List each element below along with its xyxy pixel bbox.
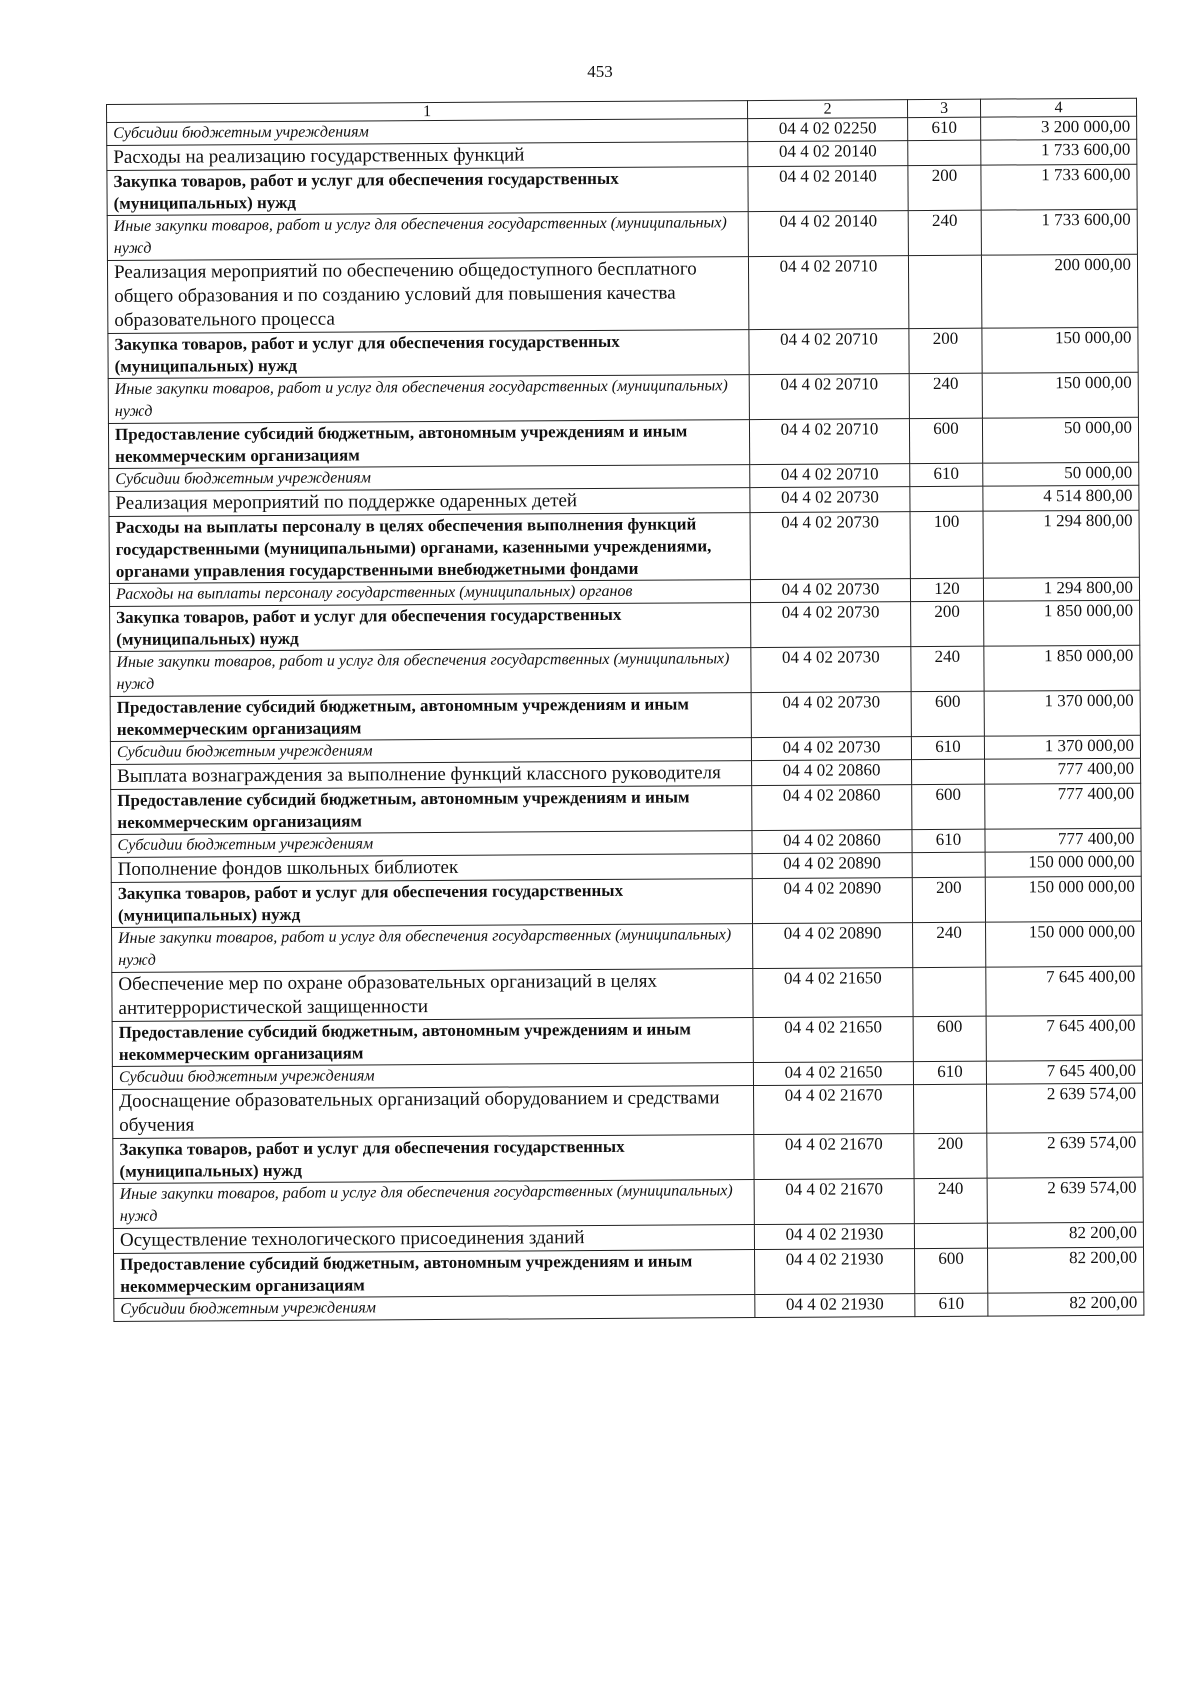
row-code-cell: 04 4 02 20710	[748, 256, 908, 330]
row-code-cell: 04 4 02 21930	[755, 1249, 915, 1295]
row-amount-cell: 150 000 000,00	[985, 876, 1141, 922]
row-type-cell: 240	[908, 210, 981, 255]
row-name-cell: Предоставление субсидий бюджетным, автономным учреждениям и иным некоммерческим организациям	[112, 1018, 753, 1067]
row-amount-cell: 150 000 000,00	[986, 921, 1142, 967]
row-amount-cell: 1 294 800,00	[983, 577, 1139, 601]
row-type-cell: 200	[914, 1133, 987, 1178]
row-code-cell: 04 4 02 21670	[754, 1134, 914, 1180]
row-code-cell: 04 4 02 20860	[752, 830, 912, 854]
row-code-cell: 04 4 02 20730	[750, 487, 910, 513]
row-type-cell: 600	[912, 784, 985, 829]
row-amount-cell: 1 733 600,00	[981, 164, 1137, 210]
row-amount-cell: 7 645 400,00	[986, 966, 1142, 1016]
row-code-cell: 04 4 02 20710	[750, 464, 910, 488]
table-row	[111, 783, 1141, 834]
row-amount-cell: 1 370 000,00	[984, 690, 1140, 736]
row-name-cell: Субсидии бюджетным учреждениям	[111, 831, 752, 858]
row-amount-cell: 150 000 000,00	[985, 851, 1141, 877]
row-amount-cell: 50 000,00	[983, 462, 1139, 486]
table-row	[109, 510, 1139, 583]
row-name-cell: Субсидии бюджетным учреждениям	[112, 1063, 753, 1090]
row-amount-cell: 777 400,00	[985, 758, 1141, 784]
table-row	[110, 645, 1140, 696]
row-code-cell: 04 4 02 20140	[748, 166, 908, 212]
row-code-cell: 04 4 02 20710	[749, 329, 909, 375]
row-code-cell: 04 4 02 20730	[751, 737, 911, 761]
row-type-cell: 100	[910, 511, 983, 578]
row-code-cell: 04 4 02 21650	[753, 1017, 913, 1063]
row-type-cell: 610	[908, 117, 981, 140]
table-row	[114, 1247, 1144, 1298]
row-code-cell: 04 4 02 02250	[748, 118, 908, 142]
table-row	[107, 164, 1137, 215]
row-code-cell: 04 4 02 21930	[754, 1224, 914, 1250]
row-amount-cell: 1 733 600,00	[981, 139, 1137, 165]
row-type-cell	[914, 1084, 987, 1133]
table-row	[112, 1015, 1142, 1066]
table-row	[107, 254, 1137, 333]
row-amount-cell: 50 000,00	[982, 417, 1138, 463]
row-amount-cell: 3 200 000,00	[981, 116, 1137, 140]
page-number: 453	[587, 62, 613, 81]
row-code-cell: 04 4 02 20890	[753, 923, 913, 969]
row-type-cell: 600	[913, 1016, 986, 1061]
row-amount-cell: 82 200,00	[988, 1292, 1144, 1316]
row-name-cell: Расходы на реализацию государственных функций	[107, 142, 748, 171]
row-type-cell	[912, 759, 985, 784]
row-amount-cell: 1 294 800,00	[983, 510, 1139, 578]
row-name-cell: Закупка товаров, работ и услуг для обеспечения государственных (муниципальных) нужд	[107, 167, 748, 216]
row-type-cell: 200	[908, 165, 981, 210]
row-type-cell: 600	[915, 1248, 988, 1293]
row-name-cell: Расходы на выплаты персоналу в целях обеспечения выполнения функций государственными (муниципальными) органами, казенными учреждениями, органами управления государственными внебюджетными фондами	[109, 513, 750, 584]
row-name-cell: Закупка товаров, работ и услуг для обеспечения государственных (муниципальных) нужд	[111, 879, 752, 928]
row-name-cell: Закупка товаров, работ и услуг для обеспечения государственных (муниципальных) нужд	[108, 330, 749, 379]
row-name-cell: Реализация мероприятий по поддержке одаренных детей	[109, 488, 750, 517]
row-amount-cell: 82 200,00	[988, 1247, 1144, 1293]
row-name-cell: Субсидии бюджетным учреждениям	[109, 465, 750, 492]
table-row	[113, 1177, 1143, 1228]
row-amount-cell: 2 639 574,00	[987, 1132, 1143, 1178]
budget-table	[106, 98, 1144, 1322]
row-amount-cell: 2 639 574,00	[987, 1177, 1143, 1223]
row-code-cell: 04 4 02 20140	[748, 211, 908, 257]
row-amount-cell: 150 000,00	[982, 372, 1138, 418]
header-col-4: 4	[980, 98, 1136, 117]
table-row	[108, 417, 1138, 468]
row-amount-cell: 7 645 400,00	[986, 1060, 1142, 1084]
row-name-cell: Обеспечение мер по охране образовательных организаций в целях антитеррористической защищенности	[112, 969, 753, 1022]
row-amount-cell: 2 639 574,00	[987, 1083, 1143, 1133]
row-amount-cell: 1 850 000,00	[984, 600, 1140, 646]
row-type-cell: 610	[915, 1293, 988, 1316]
row-name-cell: Расходы на выплаты персоналу государственных (муниципальных) органов	[109, 580, 750, 607]
row-type-cell: 600	[911, 691, 984, 736]
row-name-cell: Иные закупки товаров, работ и услуг для обеспечения государственных (муниципальных) нужд	[107, 212, 748, 261]
row-name-cell: Субсидии бюджетным учреждениям	[107, 119, 748, 146]
row-amount-cell: 7 645 400,00	[986, 1015, 1142, 1061]
row-type-cell: 240	[911, 646, 984, 691]
row-amount-cell: 1 850 000,00	[984, 645, 1140, 691]
header-col-1: 1	[107, 101, 748, 123]
row-name-cell: Выплата вознаграждения за выполнение функций классного руководителя	[111, 761, 752, 790]
row-type-cell	[910, 486, 983, 511]
row-code-cell: 04 4 02 20730	[751, 692, 911, 738]
row-type-cell: 240	[913, 922, 986, 967]
row-code-cell: 04 4 02 20890	[752, 878, 912, 924]
row-name-cell: Пополнение фондов школьных библиотек	[111, 854, 752, 883]
row-type-cell: 200	[909, 328, 982, 373]
row-amount-cell: 200 000,00	[981, 254, 1137, 328]
row-name-cell: Иные закупки товаров, работ и услуг для обеспечения государственных (муниципальных) нужд	[113, 1180, 754, 1229]
row-code-cell: 04 4 02 21650	[753, 1062, 913, 1086]
header-col-3: 3	[907, 99, 980, 117]
row-name-cell: Осуществление технологического присоединения зданий	[113, 1225, 754, 1254]
row-type-cell: 200	[911, 601, 984, 646]
row-type-cell: 610	[912, 829, 985, 852]
row-code-cell: 04 4 02 20710	[749, 374, 909, 420]
row-code-cell: 04 4 02 20730	[751, 602, 911, 648]
row-amount-cell: 777 400,00	[985, 783, 1141, 829]
table-row	[113, 1132, 1143, 1183]
row-type-cell	[908, 140, 981, 165]
table-row	[111, 876, 1141, 927]
row-type-cell: 240	[909, 373, 982, 418]
row-name-cell: Субсидии бюджетным учреждениям	[110, 738, 751, 765]
row-name-cell: Дооснащение образовательных организаций оборудованием и средствами обучения	[113, 1086, 754, 1139]
header-col-2: 2	[747, 100, 907, 119]
row-name-cell: Предоставление субсидий бюджетным, автономным учреждениям и иным некоммерческим организациям	[108, 420, 749, 469]
row-type-cell	[912, 852, 985, 877]
row-code-cell: 04 4 02 20710	[749, 419, 909, 465]
row-type-cell: 120	[910, 578, 983, 601]
table-row	[112, 966, 1142, 1021]
row-code-cell: 04 4 02 20730	[750, 579, 910, 603]
row-name-cell: Предоставление субсидий бюджетным, автономным учреждениям и иным некоммерческим организациям	[111, 786, 752, 835]
row-type-cell	[914, 1223, 987, 1248]
row-code-cell: 04 4 02 21670	[754, 1179, 914, 1225]
row-name-cell: Предоставление субсидий бюджетным, автономным учреждениям и иным некоммерческим организациям	[110, 693, 751, 742]
table-row	[112, 921, 1142, 972]
row-amount-cell: 1 733 600,00	[981, 209, 1137, 255]
row-type-cell: 610	[911, 736, 984, 759]
row-type-cell	[908, 255, 981, 328]
row-amount-cell: 150 000,00	[982, 327, 1138, 373]
table-row	[110, 600, 1140, 651]
row-type-cell	[913, 967, 986, 1016]
row-type-cell: 240	[914, 1178, 987, 1223]
row-code-cell: 04 4 02 20140	[748, 141, 908, 167]
row-code-cell: 04 4 02 20860	[752, 760, 912, 786]
row-name-cell: Субсидии бюджетным учреждениям	[114, 1295, 755, 1322]
row-type-cell: 610	[910, 463, 983, 486]
row-name-cell: Иные закупки товаров, работ и услуг для обеспечения государственных (муниципальных) нужд	[110, 648, 751, 697]
row-name-cell: Реализация мероприятий по обеспечению общедоступного бесплатного общего образования и по созданию условий для повышения качества образовательного процесса	[107, 257, 748, 334]
table-row	[110, 690, 1140, 741]
row-name-cell: Закупка товаров, работ и услуг для обеспечения государственных (муниципальных) нужд	[110, 603, 751, 652]
table-row	[113, 1083, 1143, 1138]
row-amount-cell: 1 370 000,00	[984, 735, 1140, 759]
row-type-cell: 200	[912, 877, 985, 922]
table-row	[107, 209, 1137, 260]
row-code-cell: 04 4 02 20890	[752, 853, 912, 879]
row-type-cell: 610	[913, 1061, 986, 1084]
row-code-cell: 04 4 02 21650	[753, 968, 913, 1018]
table-row	[108, 327, 1138, 378]
row-code-cell: 04 4 02 20730	[751, 647, 911, 693]
row-code-cell: 04 4 02 20730	[750, 512, 910, 580]
row-amount-cell: 777 400,00	[985, 828, 1141, 852]
row-code-cell: 04 4 02 21670	[754, 1085, 914, 1135]
budget-table-body	[107, 98, 1144, 1321]
row-name-cell: Иные закупки товаров, работ и услуг для обеспечения государственных (муниципальных) нужд	[108, 375, 749, 424]
row-type-cell: 600	[909, 418, 982, 463]
row-name-cell: Предоставление субсидий бюджетным, автономным учреждениям и иным некоммерческим организациям	[114, 1250, 755, 1299]
row-amount-cell: 82 200,00	[987, 1222, 1143, 1248]
table-row	[108, 372, 1138, 423]
row-amount-cell: 4 514 800,00	[983, 485, 1139, 511]
row-name-cell: Закупка товаров, работ и услуг для обеспечения государственных (муниципальных) нужд	[113, 1135, 754, 1184]
row-name-cell: Иные закупки товаров, работ и услуг для обеспечения государственных (муниципальных) нужд	[112, 924, 753, 973]
row-code-cell: 04 4 02 21930	[755, 1294, 915, 1318]
row-code-cell: 04 4 02 20860	[752, 785, 912, 831]
